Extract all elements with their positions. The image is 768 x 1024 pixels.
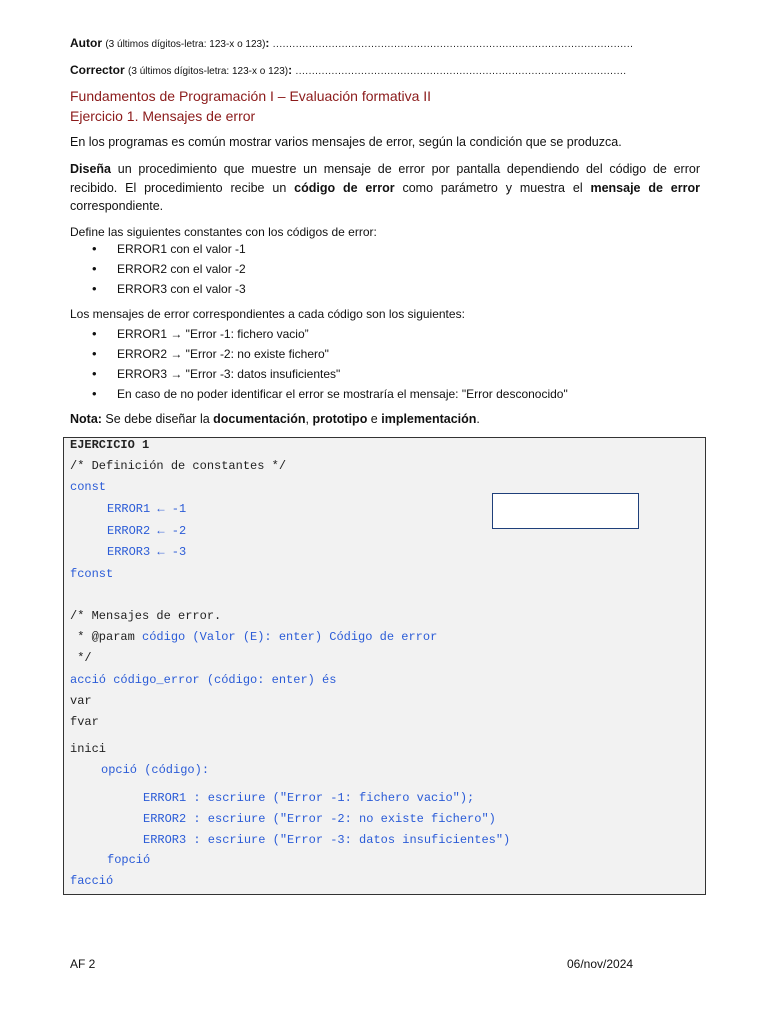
autor-dots: .............................................................................................................. [272, 39, 634, 50]
design-word: Diseña [70, 162, 111, 176]
design-paragraph [70, 160, 700, 216]
corrector-field [70, 63, 627, 77]
note-text-2: , [305, 412, 313, 426]
code-signature: acció código_error (código: enter) és [70, 673, 337, 687]
note-text-1: Se debe diseñar la [101, 412, 214, 426]
list-item: • ERROR3 → "Error -3: datos insuficientes" [70, 364, 568, 384]
messages-list [70, 324, 568, 404]
course-title: Fundamentos de Programación I – Evaluación formativa II [70, 88, 432, 104]
note-line [70, 412, 480, 426]
constants-intro: Define las siguientes constantes con los códigos de error: [70, 225, 377, 239]
code-title: EJERCICIO 1 [70, 438, 150, 452]
code-comment-constants: /* Definición de constantes */ [70, 459, 287, 473]
corrector-dots: ..................................................................................................... [295, 66, 627, 77]
list-item: • ERROR1 → "Error -1: fichero vacio” [70, 324, 568, 344]
note-label: Nota: [70, 412, 102, 426]
code-var: var [70, 694, 92, 708]
code-param-desc: código (Valor (E): enter) Código de error [142, 630, 438, 644]
code-error2: ERROR2 ← -2 [107, 524, 187, 538]
corrector-hint: (3 últimos dígitos-letra: 123-x o 123) [128, 66, 289, 77]
list-item: • En caso de no poder identificar el error se mostraría el mensaje: "Error desconocido" [70, 384, 568, 404]
messages-intro: Los mensajes de error correspondientes a cada código son los siguientes: [70, 307, 465, 321]
design-text-1: un procedimiento que muestre un mensaje de error por pantalla dependiendo del código de error recibido. El procedimiento recibe un [70, 162, 700, 195]
autor-label: Autor [70, 36, 102, 50]
code-faccio: facció [70, 874, 114, 888]
design-text-2: como parámetro y muestra el [394, 180, 591, 195]
note-text-3: e [367, 412, 382, 426]
code-fconst: fconst [70, 567, 114, 581]
note-text-4: . [476, 412, 480, 426]
code-param-line [70, 630, 437, 644]
autor-field [70, 36, 633, 50]
code-error3: ERROR3 ← -3 [107, 545, 187, 559]
code-fvar: fvar [70, 715, 99, 729]
autor-colon: : [265, 36, 270, 50]
design-bold-mensaje: mensaje de error [590, 180, 700, 195]
code-comment-messages: /* Mensajes de error. [70, 609, 222, 623]
code-param-tag: * @param [70, 630, 143, 644]
code-const: const [70, 480, 107, 494]
answer-box[interactable] [492, 493, 639, 529]
code-opcio: opció (código): [101, 763, 210, 777]
exercise-title: Ejercicio 1. Mensajes de error [70, 108, 256, 124]
autor-hint: (3 últimos dígitos-letra: 123-x o 123) [105, 39, 266, 50]
code-option-3: ERROR3 : escriure ("Error -3: datos insuficientes") [143, 833, 511, 847]
constants-list [70, 239, 246, 299]
list-item: • ERROR2 → "Error -2: no existe fichero" [70, 344, 568, 364]
list-item: • ERROR3 con el valor -3 [70, 279, 246, 299]
design-text-3: correspondiente. [70, 199, 164, 213]
footer-left: AF 2 [70, 957, 96, 971]
code-option-1: ERROR1 : escriure ("Error -1: fichero vacio"); [143, 791, 475, 805]
list-item: • ERROR2 con el valor -2 [70, 259, 246, 279]
code-error1: ERROR1 ← -1 [107, 502, 187, 516]
corrector-colon: : [288, 63, 293, 77]
intro-text: En los programas es común mostrar varios mensajes de error, según la condición que se produzca. [70, 135, 622, 149]
code-fopcio: fopció [107, 853, 151, 867]
note-bold-implementacion: implementación [381, 412, 477, 426]
code-inici: inici [70, 742, 107, 756]
note-bold-documentacion: documentación [213, 412, 306, 426]
code-comment-end: */ [70, 651, 92, 665]
list-item: • ERROR1 con el valor -1 [70, 239, 246, 259]
note-bold-prototipo: prototipo [312, 412, 368, 426]
design-bold-codigo: código de error [294, 180, 395, 195]
footer-date: 06/nov/2024 [567, 957, 634, 971]
corrector-label: Corrector [70, 63, 125, 77]
code-option-2: ERROR2 : escriure ("Error -2: no existe fichero") [143, 812, 496, 826]
